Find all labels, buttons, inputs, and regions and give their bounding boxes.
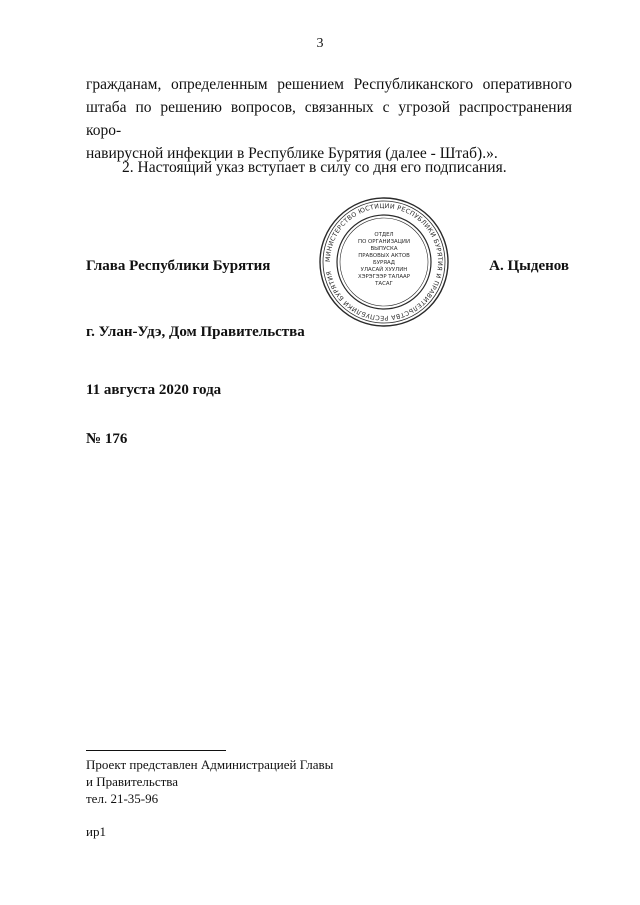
signing-place: г. Улан-Удэ, Дом Правительства xyxy=(86,324,305,340)
body-paragraph-1 xyxy=(86,73,572,165)
executor-code: ир1 xyxy=(86,824,106,839)
seal-line: ВЫПУСКА xyxy=(370,246,398,252)
footnote xyxy=(86,756,333,807)
seal-line: ХЭРЭГЭЭР ТАЛААР xyxy=(358,274,410,280)
signing-date: 11 августа 2020 года xyxy=(86,382,222,398)
signer-name: А. Цыденов xyxy=(489,258,569,274)
seal-line: ПРАВОВЫХ АКТОВ xyxy=(358,253,410,259)
seal-line: ПО ОРГАНИЗАЦИИ xyxy=(358,239,410,245)
official-seal-icon xyxy=(318,196,450,328)
paragraph-line: штаба по решению вопросов, связанных с угрозой распространения коро- xyxy=(86,99,572,139)
page-number: 3 xyxy=(316,36,324,51)
decree-number: № 176 xyxy=(86,431,128,447)
seal-line: УЛАСАЙ ХУУЛИН xyxy=(360,267,408,273)
footnote-line: и Правительства xyxy=(86,774,179,789)
footnote-line: Проект представлен Администрацией Главы xyxy=(86,757,334,772)
paragraph-line: навирусной инфекции в Республике Бурятия (далее - Штаб).». xyxy=(86,145,498,162)
footnote-divider xyxy=(86,750,226,751)
seal-line: БУРЯАД xyxy=(373,260,395,266)
seal-line: ОТДЕЛ xyxy=(374,232,394,238)
seal-outer-text: МИНИСТЕРСТВО ЮСТИЦИИ РЕСПУБЛИКИ БУРЯТИЯ И ПРАВИТЕЛЬСТВА РЕСПУБЛИКИ БУРЯТИЯ xyxy=(324,202,444,322)
signer-title: Глава Республики Бурятия xyxy=(86,258,271,274)
body-paragraph-2: 2. Настоящий указ вступает в силу со дня его подписания. xyxy=(122,159,507,176)
seal-line: ТАСАГ xyxy=(375,281,393,287)
footnote-line: тел. 21-35-96 xyxy=(86,791,159,806)
paragraph-line: гражданам, определенным решением Республиканского оперативного xyxy=(86,76,572,93)
